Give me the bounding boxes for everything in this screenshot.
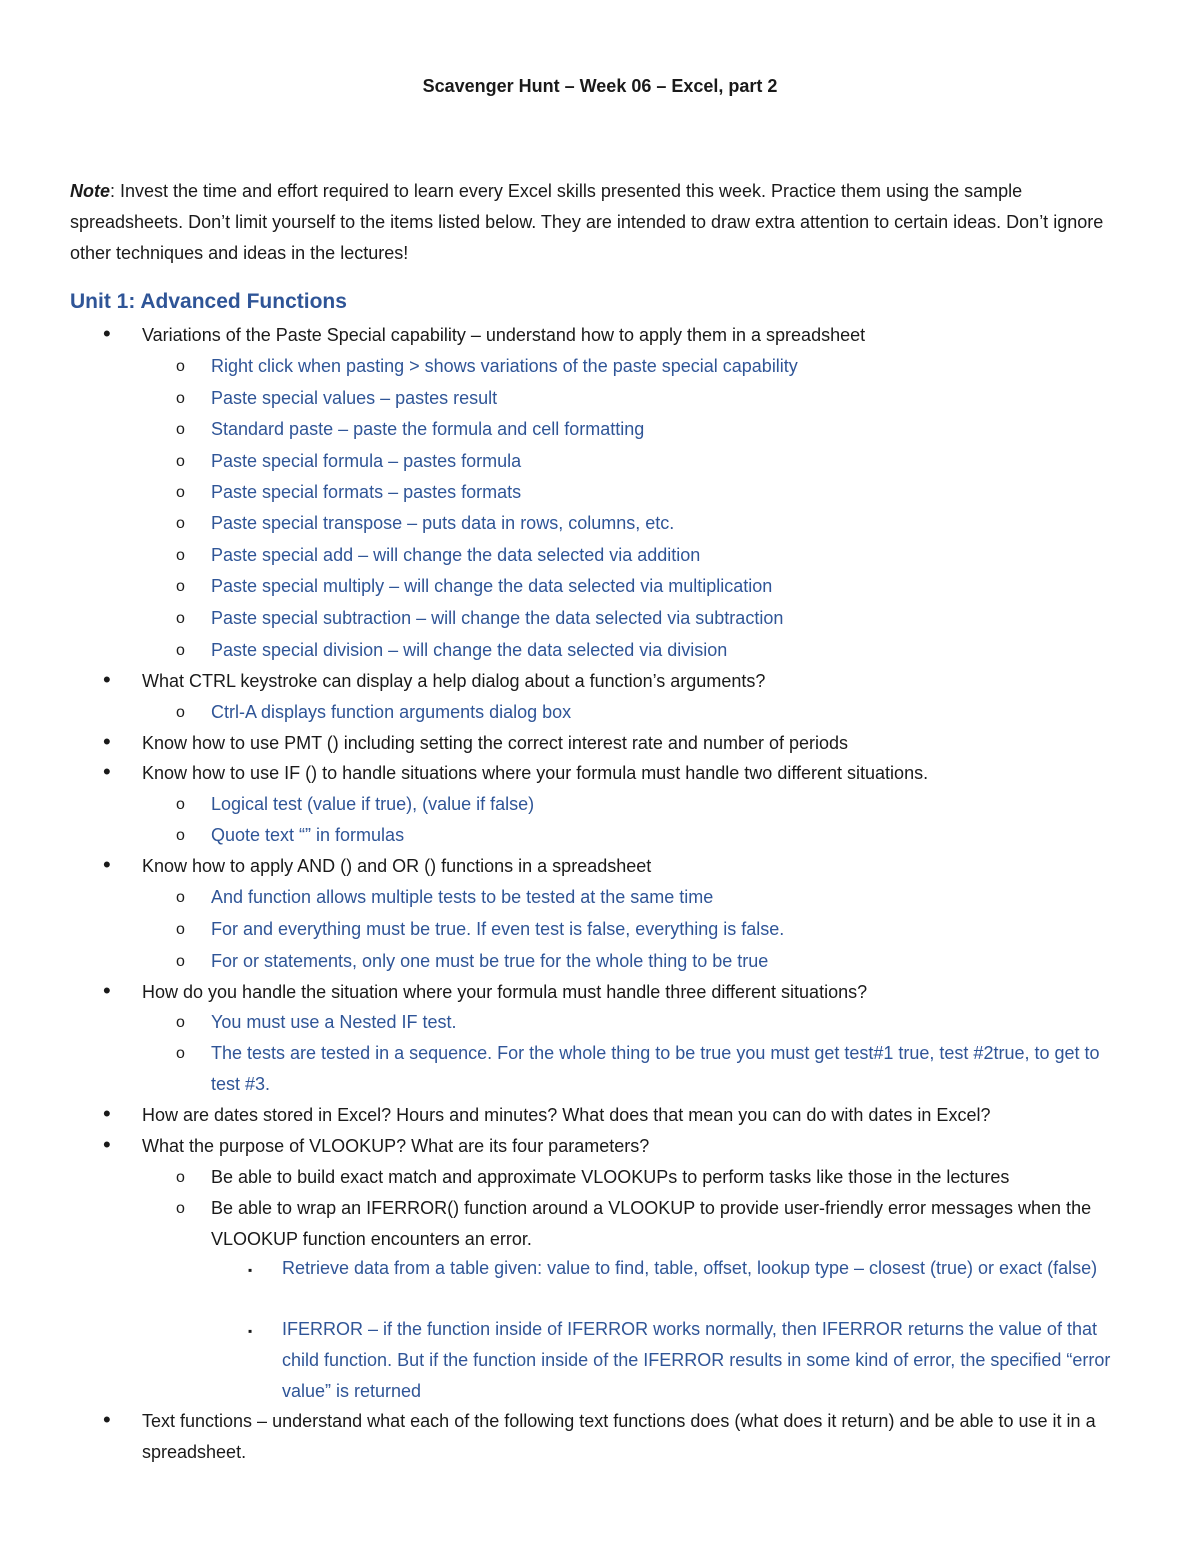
bullet-marker: ▪ — [248, 1324, 253, 1338]
list-item: Paste special multiply – will change the data selected via multiplication — [211, 576, 773, 596]
bullet-marker: o — [176, 704, 185, 721]
list-item: Right click when pasting > shows variations of the paste special capability — [211, 356, 798, 376]
bullet-marker: o — [176, 827, 185, 844]
bullet-marker: o — [176, 390, 185, 407]
list-item: For or statements, only one must be true for the whole thing to be true — [211, 951, 769, 971]
bullet-marker: • — [103, 321, 111, 346]
bullet-marker: o — [176, 796, 185, 813]
bullet-marker: o — [176, 889, 185, 906]
bullet-marker: o — [176, 921, 185, 938]
bullet-marker: o — [176, 421, 185, 438]
list-item: Text functions – understand what each of the following text functions does (what does it return) and be able to use it in a spreadsheet. — [142, 1411, 1096, 1462]
bullet-marker: ▪ — [248, 1263, 253, 1277]
bullet-marker: o — [176, 578, 185, 595]
list-item: IFERROR – if the function inside of IFERROR works normally, then IFERROR returns the value of that child function. But if the function inside of the IFERROR results in some kind of error, the specified “error value” is returned — [282, 1319, 1111, 1401]
list-item: What CTRL keystroke can display a help dialog about a function’s arguments? — [142, 671, 766, 691]
list-item: Paste special transpose – puts data in rows, columns, etc. — [211, 513, 675, 533]
list-item: Paste special formats – pastes formats — [211, 482, 522, 502]
list-item: Paste special division – will change the data selected via division — [211, 640, 728, 660]
bullet-marker: o — [176, 547, 185, 564]
list-item: Be able to build exact match and approximate VLOOKUPs to perform tasks like those in the lectures — [211, 1167, 1010, 1187]
list-item: The tests are tested in a sequence. For the whole thing to be true you must get test#1 true, test #2true, to get to test #3. — [211, 1043, 1100, 1094]
list-item: Ctrl-A displays function arguments dialog box — [211, 702, 572, 722]
bullet-marker: • — [103, 1132, 111, 1157]
list-item: Know how to apply AND () and OR () functions in a spreadsheet — [142, 856, 652, 876]
bullet-marker: o — [176, 358, 185, 375]
list-item: Paste special values – pastes result — [211, 388, 498, 408]
list-item: How do you handle the situation where your formula must handle three different situations? — [142, 982, 868, 1002]
bullet-marker: • — [103, 978, 111, 1003]
bullet-marker: • — [103, 1407, 111, 1432]
bullet-marker: • — [103, 852, 111, 877]
bullet-marker: • — [103, 1101, 111, 1126]
bullet-marker: o — [176, 1169, 185, 1186]
list-item: Be able to wrap an IFERROR() function around a VLOOKUP to provide user-friendly error messages when the VLOOKUP function encounters an error. — [211, 1198, 1092, 1249]
list-item: And function allows multiple tests to be tested at the same time — [211, 887, 714, 907]
bullet-marker: o — [176, 642, 185, 659]
list-item: Know how to use IF () to handle situations where your formula must handle two different situations. — [142, 763, 929, 783]
bullet-marker: o — [176, 484, 185, 501]
bullet-marker: o — [176, 1200, 185, 1217]
list-item: For and everything must be true. If even test is false, everything is false. — [211, 919, 785, 939]
list-item: How are dates stored in Excel? Hours and minutes? What does that mean you can do with dates in Excel? — [142, 1105, 991, 1125]
list-item: Know how to use PMT () including setting the correct interest rate and number of periods — [142, 733, 849, 753]
list-item: Paste special formula – pastes formula — [211, 451, 522, 471]
note-label: Note — [70, 181, 110, 201]
list-item: Paste special add – will change the data selected via addition — [211, 545, 701, 565]
bullet-marker: o — [176, 453, 185, 470]
list-item: You must use a Nested IF test. — [211, 1012, 457, 1032]
document-title: Scavenger Hunt – Week 06 – Excel, part 2 — [422, 76, 778, 96]
bullet-marker: • — [103, 729, 111, 754]
bullet-marker: o — [176, 515, 185, 532]
bullet-marker: o — [176, 610, 185, 627]
list-item: What the purpose of VLOOKUP? What are its four parameters? — [142, 1136, 650, 1156]
bullet-marker: o — [176, 953, 185, 970]
note-text: : Invest the time and effort required to learn every Excel skills presented this week. Practice them using the sample spreadsheets. Don’t limit yourself to the items listed below. They are intended to draw extra attention to certain ideas. Don’t ignore other techniques and ideas in the lectures! — [70, 181, 1104, 263]
list-item: Standard paste – paste the formula and cell formatting — [211, 419, 645, 439]
list-item: Quote text “” in formulas — [211, 825, 405, 845]
bullet-marker: • — [103, 667, 111, 692]
bullet-marker: o — [176, 1045, 185, 1062]
list-item: Logical test (value if true), (value if false) — [211, 794, 535, 814]
list-item: Paste special subtraction – will change the data selected via subtraction — [211, 608, 784, 628]
bullet-marker: • — [103, 759, 111, 784]
list-item: Retrieve data from a table given: value to find, table, offset, lookup type – closest (true) or exact (false) — [282, 1258, 1098, 1278]
unit-heading: Unit 1: Advanced Functions — [70, 290, 347, 313]
list-item: Variations of the Paste Special capability – understand how to apply them in a spreadsheet — [142, 325, 866, 345]
note-paragraph — [70, 176, 1140, 269]
bullet-marker: o — [176, 1014, 185, 1031]
